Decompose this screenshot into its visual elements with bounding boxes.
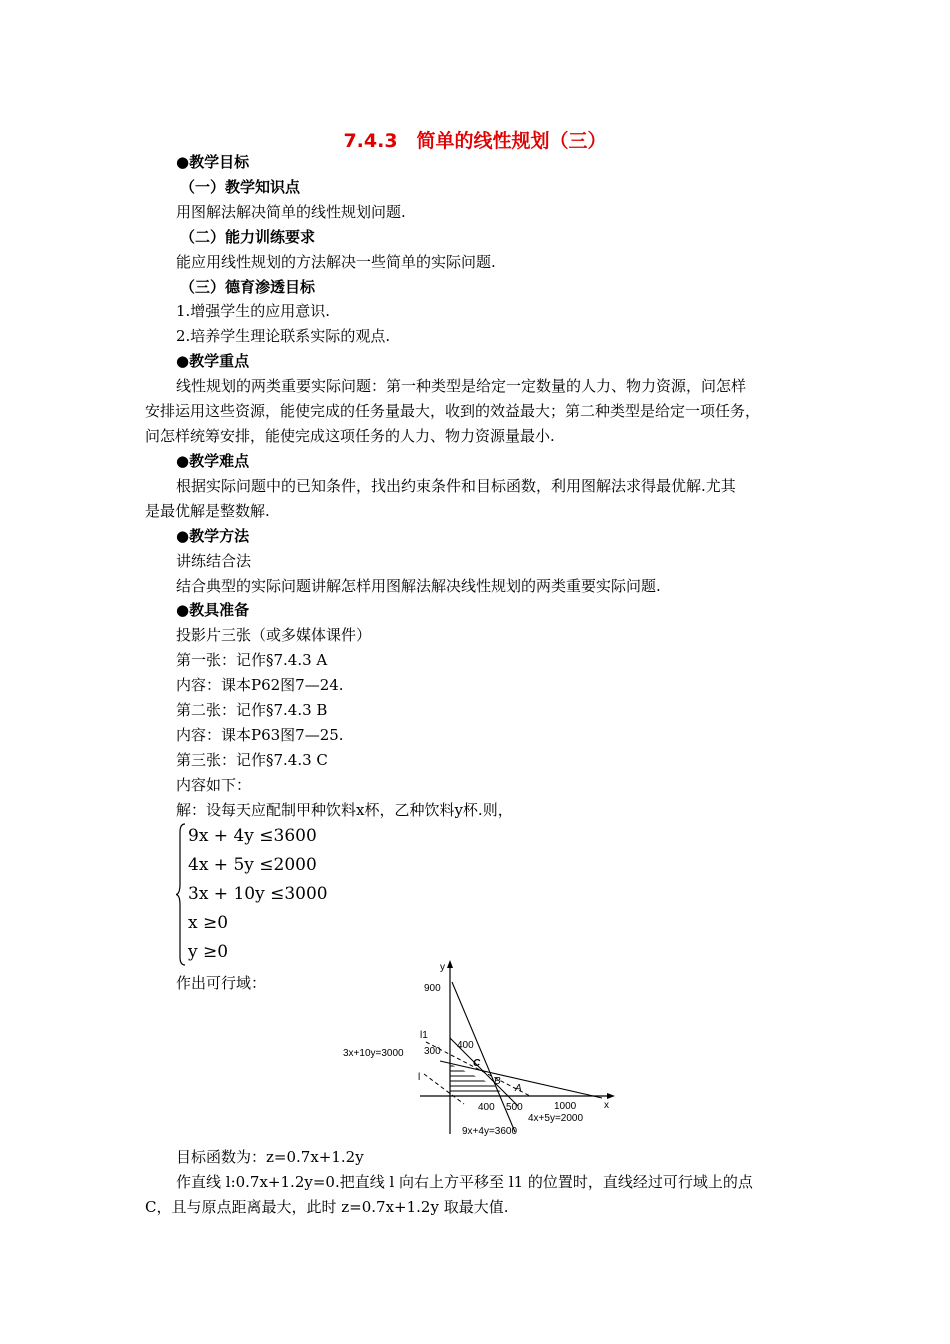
- constraint-1: 9x + 4y ≤3600: [188, 826, 317, 846]
- label-500-x: 500: [506, 1102, 523, 1113]
- label-1000-x: 1000: [554, 1101, 577, 1112]
- paragraph: 结合典型的实际问题讲解怎样用图解法解决线性规划的两类重要实际问题.: [176, 577, 661, 595]
- paragraph: 问怎样统筹安排，能使完成这项任务的人力、物力资源量最小.: [145, 427, 555, 445]
- subheading-knowledge: （一）教学知识点: [180, 178, 301, 196]
- paragraph: 能应用线性规划的方法解决一些简单的实际问题.: [176, 253, 496, 271]
- line-l: [424, 1074, 464, 1104]
- heading-difficulty: ●教学难点: [176, 452, 250, 470]
- paragraph: 投影片三张（或多媒体课件）: [176, 626, 372, 644]
- y-arrow-icon: [447, 960, 453, 968]
- heading-method: ●教学方法: [176, 527, 250, 545]
- label-point-b: B: [494, 1076, 501, 1087]
- paragraph: 线性规划的两类重要实际问题：第一种类型是给定一定数量的人力、物力资源，问怎样: [176, 377, 747, 395]
- label-900: 900: [424, 983, 441, 994]
- label-y: y: [440, 962, 445, 973]
- label-400-y: 400: [457, 1040, 474, 1051]
- paragraph: 内容：课本P62图7—24.: [176, 676, 344, 694]
- heading-tools: ●教具准备: [176, 601, 250, 619]
- feasible-region-diagram: [340, 958, 620, 1140]
- paragraph: 第一张：记作§7.4.3 A: [176, 651, 328, 669]
- label-line-4x-5y: 4x+5y=2000: [528, 1113, 584, 1124]
- label-point-c: C: [473, 1058, 481, 1069]
- heading-goal: ●教学目标: [176, 153, 250, 171]
- label-line-3x-10y: 3x+10y=3000: [343, 1048, 404, 1059]
- feasible-region-figure: [340, 958, 620, 1140]
- constraint-3: 3x + 10y ≤3000: [188, 884, 328, 904]
- constraint-5: y ≥0: [188, 942, 229, 962]
- paragraph: 1.增强学生的应用意识.: [176, 302, 331, 320]
- paragraph: 讲练结合法: [176, 552, 252, 570]
- heading-key: ●教学重点: [176, 352, 250, 370]
- constraint-2: 4x + 5y ≤2000: [188, 855, 317, 875]
- paragraph: 内容：课本P63图7—25.: [176, 726, 344, 744]
- label-x: x: [604, 1100, 609, 1111]
- paragraph: 内容如下：: [176, 776, 252, 794]
- label-l: l: [418, 1072, 421, 1083]
- paragraph: 第二张：记作§7.4.3 B: [176, 701, 328, 719]
- x-arrow-icon: [607, 1093, 615, 1099]
- paragraph: 作直线 l:0.7x+1.2y=0.把直线 l 向右上方平移至 l1 的位置时，直线经过可行域上的点: [176, 1173, 753, 1191]
- page-title: 7.4.3 简单的线性规划（三）: [343, 130, 607, 152]
- paragraph: 安排运用这些资源，能使完成的任务量最大，收到的效益最大；第二种类型是给定一项任务，: [145, 402, 761, 420]
- label-400-x: 400: [478, 1102, 495, 1113]
- subheading-ability: （二）能力训练要求: [180, 228, 316, 246]
- subheading-moral: （三）德育渗透目标: [180, 278, 316, 296]
- constraint-4: x ≥0: [188, 913, 229, 933]
- paragraph: 是最优解是整数解.: [145, 502, 270, 520]
- paragraph: 用图解法解决简单的线性规划问题.: [176, 203, 406, 221]
- paragraph: 根据实际问题中的已知条件，找出约束条件和目标函数，利用图解法求得最优解.尤其: [176, 477, 736, 495]
- paragraph: C，且与原点距离最大，此时 z=0.7x+1.2y 取最大值.: [145, 1198, 509, 1216]
- constraint-system: [176, 822, 336, 967]
- label-point-a: A: [515, 1083, 522, 1094]
- paragraph: 解：设每天应配制甲种饮料x杯，乙种饮料y杯.则，: [176, 801, 513, 819]
- label-300: 300: [424, 1046, 441, 1057]
- paragraph: 目标函数为：z=0.7x+1.2y: [176, 1148, 364, 1166]
- label-l1: l1: [420, 1030, 428, 1041]
- paragraph: 第三张：记作§7.4.3 C: [176, 751, 328, 769]
- paragraph: 作出可行域：: [176, 974, 267, 992]
- label-line-9x-4y: 9x+4y=3600: [462, 1126, 518, 1137]
- paragraph: 2.培养学生理论联系实际的观点.: [176, 327, 391, 345]
- brace-icon: [176, 822, 186, 967]
